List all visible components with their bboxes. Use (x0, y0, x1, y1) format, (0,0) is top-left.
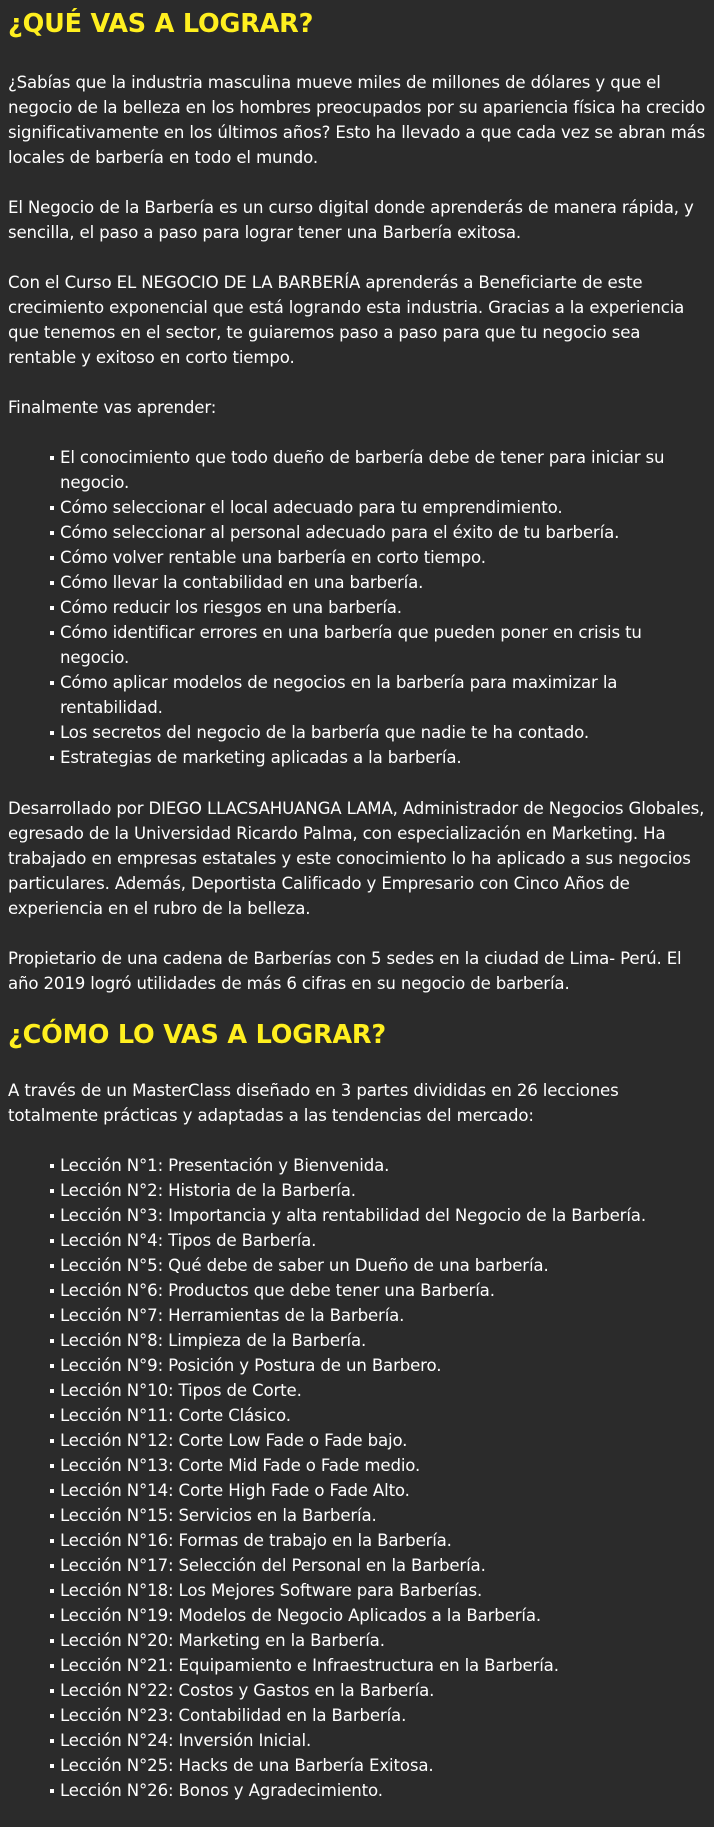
lesson-item: Lección N°1: Presentación y Bienvenida. (60, 1153, 706, 1178)
lesson-item: Lección N°4: Tipos de Barbería. (60, 1228, 706, 1253)
lesson-item: Lección N°19: Modelos de Negocio Aplicados a la Barbería. (60, 1603, 706, 1628)
list-item: Cómo llevar la contabilidad en una barbería. (60, 570, 706, 595)
lesson-item: Lección N°17: Selección del Personal en la Barbería. (60, 1553, 706, 1578)
paragraph-course-benefits: Con el Curso EL NEGOCIO DE LA BARBERÍA aprenderás a Beneficiarte de este crecimiento exponencial que está logrando esta industria. Gracias a la experiencia que tenemos en el sector, te guiaremos paso a paso para que tu negocio sea rentable y exitoso en corto tiempo. (8, 273, 685, 367)
list-item: Cómo aplicar modelos de negocios en la barbería para maximizar la rentabilidad. (60, 670, 706, 720)
list-item: El conocimiento que todo dueño de barbería debe de tener para iniciar su negocio. (60, 445, 706, 495)
paragraph-industry: ¿Sabías que la industria masculina mueve miles de millones de dólares y que el negocio de la belleza en los hombres preocupados por su apariencia física ha crecido significativamente en los últimos años? Esto ha llevado a que cada vez se abran más locales de barbería en todo el mundo. (8, 73, 706, 167)
lesson-item: Lección N°22: Costos y Gastos en la Barbería. (60, 1678, 706, 1703)
paragraph-list-intro: Finalmente vas aprender: (8, 398, 217, 417)
section2-body (8, 1078, 706, 1128)
lessons-list (8, 1153, 706, 1803)
lesson-item: Lección N°5: Qué debe de saber un Dueño de una barbería. (60, 1253, 706, 1278)
lesson-item: Lección N°24: Inversión Inicial. (60, 1728, 706, 1753)
paragraph-author-bio: Desarrollado por DIEGO LLACSAHUANGA LAMA, Administrador de Negocios Globales, egresado de la Universidad Ricardo Palma, con especialización en Marketing. Ha trabajado en empresas estatales y este conocimiento lo ha aplicado a sus negocios particulares. Además, Deportista Calificado y Empresario con Cinco Años de experiencia en el rubro de la belleza. (8, 799, 705, 918)
lesson-item: Lección N°14: Corte High Fade o Fade Alto. (60, 1478, 706, 1503)
list-item: Cómo reducir los riesgos en una barbería. (60, 595, 706, 620)
lesson-item: Lección N°18: Los Mejores Software para Barberías. (60, 1578, 706, 1603)
list-item: Cómo identificar errores en una barbería que pueden poner en crisis tu negocio. (60, 620, 706, 670)
lesson-item: Lección N°10: Tipos de Corte. (60, 1378, 706, 1403)
paragraph-author-business: Propietario de una cadena de Barberías con 5 sedes en la ciudad de Lima- Perú. El año 2019 logró utilidades de más 6 cifras en su negocio de barbería. (8, 949, 682, 993)
list-item: Cómo volver rentable una barbería en corto tiempo. (60, 545, 706, 570)
learning-outcomes-list (8, 445, 706, 770)
course-description (0, 8, 714, 1803)
lesson-item: Lección N°2: Historia de la Barbería. (60, 1178, 706, 1203)
lesson-item: Lección N°26: Bonos y Agradecimiento. (60, 1778, 706, 1803)
lesson-item: Lección N°13: Corte Mid Fade o Fade medio. (60, 1453, 706, 1478)
lesson-item: Lección N°3: Importancia y alta rentabilidad del Negocio de la Barbería. (60, 1203, 706, 1228)
paragraph-course-summary: El Negocio de la Barbería es un curso digital donde aprenderás de manera rápida, y sencilla, el paso a paso para lograr tener una Barbería exitosa. (8, 198, 694, 242)
lesson-item: Lección N°12: Corte Low Fade o Fade bajo. (60, 1428, 706, 1453)
lesson-item: Lección N°21: Equipamiento e Infraestructura en la Barbería. (60, 1653, 706, 1678)
lesson-item: Lección N°15: Servicios en la Barbería. (60, 1503, 706, 1528)
paragraph-masterclass-intro: A través de un MasterClass diseñado en 3 partes divididas en 26 lecciones totalmente prácticas y adaptadas a las tendencias del mercado: (8, 1081, 619, 1125)
lesson-item: Lección N°25: Hacks de una Barbería Exitosa. (60, 1753, 706, 1778)
list-item: Los secretos del negocio de la barbería que nadie te ha contado. (60, 720, 706, 745)
lesson-item: Lección N°6: Productos que debe tener una Barbería. (60, 1278, 706, 1303)
lesson-item: Lección N°7: Herramientas de la Barbería. (60, 1303, 706, 1328)
section1-body (8, 70, 706, 420)
lesson-item: Lección N°8: Limpieza de la Barbería. (60, 1328, 706, 1353)
lesson-item: Lección N°11: Corte Clásico. (60, 1403, 706, 1428)
lesson-item: Lección N°9: Posición y Postura de un Barbero. (60, 1353, 706, 1378)
list-item: Estrategias de marketing aplicadas a la barbería. (60, 745, 706, 770)
lesson-item: Lección N°20: Marketing en la Barbería. (60, 1628, 706, 1653)
lesson-item: Lección N°16: Formas de trabajo en la Barbería. (60, 1528, 706, 1553)
list-item: Cómo seleccionar al personal adecuado para el éxito de tu barbería. (60, 520, 706, 545)
lesson-item: Lección N°23: Contabilidad en la Barbería. (60, 1703, 706, 1728)
section-heading-como-lo-vas-a-lograr: ¿CÓMO LO VAS A LOGRAR? (8, 1020, 386, 1050)
section-heading-que-vas-a-lograr: ¿QUÉ VAS A LOGRAR? (8, 9, 314, 39)
list-item: Cómo seleccionar el local adecuado para tu emprendimiento. (60, 495, 706, 520)
